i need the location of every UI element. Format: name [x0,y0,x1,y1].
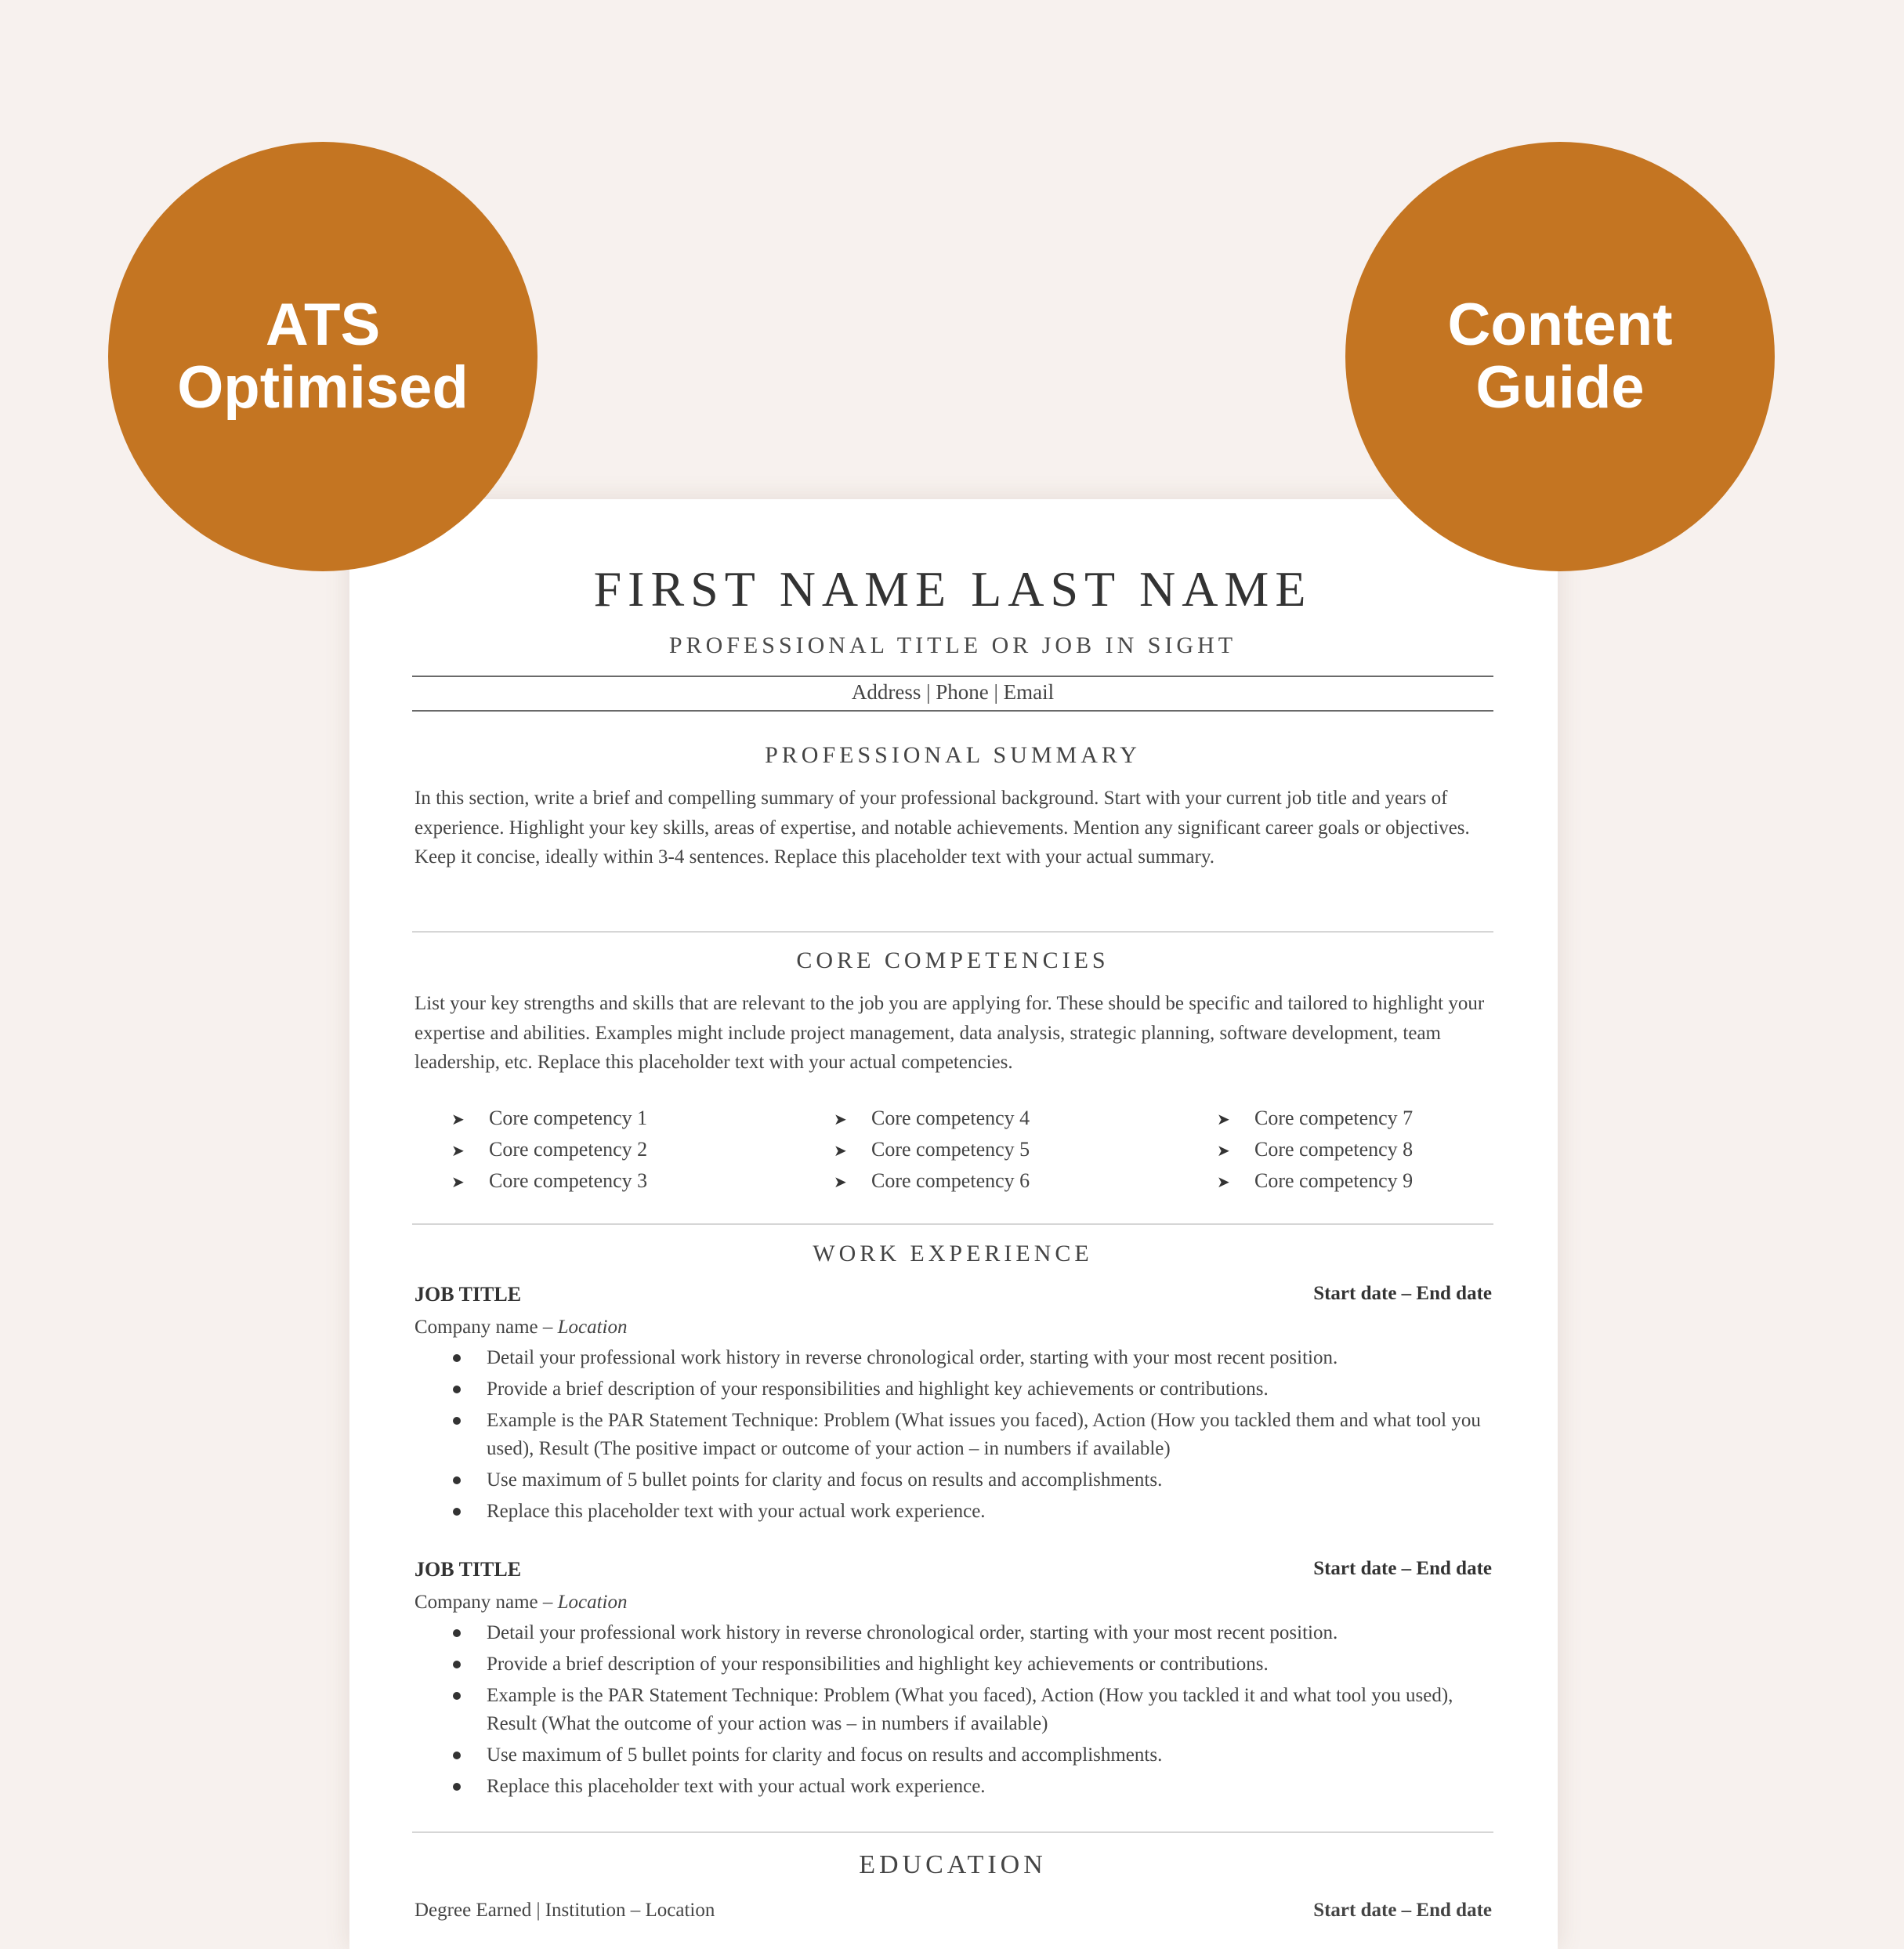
job-dates: Start date – End date [1313,1283,1492,1304]
company-name: Company name – [414,1592,558,1613]
job-entry [414,1283,1492,1529]
section-divider [412,1831,1493,1833]
bullet-dot-icon [453,1508,461,1516]
job-bullets [414,1619,1492,1801]
bullet-text: Detail your professional work history in reverse chronological order, starting with your most recent position. [487,1347,1338,1368]
job-entry [414,1558,1492,1804]
contact-line: Address | Phone | Email [851,680,1055,704]
job-bullet [414,1498,1492,1526]
resume-page [349,499,1558,1949]
job-bullet [414,1773,1492,1801]
job-header [414,1558,1492,1588]
job-title: JOB TITLE [414,1283,522,1306]
resume-name: FIRST NAME LAST NAME [593,561,1312,617]
badge-line: Guide [1475,354,1645,421]
bullet-text: Use maximum of 5 bullet points for clarity and focus on results and accomplishments. [487,1469,1163,1491]
header-rule-top [412,676,1493,677]
badge-line: Optimised [177,354,469,421]
bullet-text: Replace this placeholder text with your actual work experience. [487,1776,986,1797]
job-dates: Start date – End date [1313,1558,1492,1579]
job-bullet [414,1466,1492,1494]
arrow-bullet-icon: ➤ [1217,1174,1230,1191]
content-guide-badge [1345,142,1775,571]
bullet-dot-icon [453,1629,461,1637]
bullet-text: Example is the PAR Statement Technique: Problem (What you faced), Action (How you tackled it and what tool you used), Result (What the outcome of your action was – in numbers if available) [487,1685,1453,1734]
competency-label: Core competency 2 [489,1138,648,1161]
job-bullet [414,1741,1492,1770]
job-title: JOB TITLE [414,1558,522,1581]
competency-label: Core competency 9 [1254,1169,1414,1192]
bullet-dot-icon [453,1692,461,1700]
summary-text: In this section, write a brief and compelling summary of your professional background. Start with your current job title and years of experience. Highlight your key skills, areas of expertise, and notable achievements. Mention any significant career goals or objectives. Keep it concise, ideally within 3-4 sentences. Replace this placeholder text with your actual summary. [414,788,1470,868]
bullet-text: Provide a brief description of your responsibilities and highlight key achievements or contributions. [487,1654,1269,1675]
education-row [414,1900,1492,1931]
competency-item [834,1135,1030,1166]
job-bullets [414,1344,1492,1526]
competency-item [451,1166,647,1197]
job-bullet [414,1344,1492,1372]
company-location: Location [557,1592,628,1613]
resume-title: PROFESSIONAL TITLE OR JOB IN SIGHT [668,632,1237,658]
competency-label: Core competency 1 [489,1107,648,1129]
competency-label: Core competency 7 [1254,1107,1414,1129]
company-name: Company name – [414,1317,558,1338]
bullet-text: Example is the PAR Statement Technique: Problem (What issues you faced), Action (How you tackled them and what tool you used), Result (The positive impact or outcome of your action – in numbers if available) [487,1410,1481,1459]
bullet-dot-icon [453,1417,461,1425]
bullet-text: Provide a brief description of your responsibilities and highlight key achievements or contributions. [487,1378,1269,1400]
badge-line: Content [1447,292,1673,358]
competency-label: Core competency 6 [871,1169,1030,1192]
section-divider [412,931,1493,933]
arrow-bullet-icon: ➤ [451,1143,465,1160]
competency-item [1217,1166,1413,1197]
competencies-text: List your key strengths and skills that are relevant to the job you are applying for. These should be specific and tailored to highlight your expertise and abilities. Examples might include project management, data analysis, strategic planning, software development, team leadership, etc. Replace this placeholder text with your actual competencies. [414,993,1485,1073]
company-line [414,1588,1492,1618]
experience-heading: WORK EXPERIENCE [813,1241,1093,1266]
company-location: Location [557,1317,628,1338]
job-header [414,1283,1492,1313]
arrow-bullet-icon: ➤ [834,1174,847,1191]
bullet-dot-icon [453,1752,461,1759]
arrow-bullet-icon: ➤ [834,1143,847,1160]
bullet-text: Replace this placeholder text with your actual work experience. [487,1501,986,1522]
arrow-bullet-icon: ➤ [451,1111,465,1128]
bullet-dot-icon [453,1783,461,1791]
header-rule-bottom [412,710,1493,712]
bullet-text: Detail your professional work history in reverse chronological order, starting with your most recent position. [487,1622,1338,1643]
arrow-bullet-icon: ➤ [451,1174,465,1191]
arrow-bullet-icon: ➤ [1217,1111,1230,1128]
competency-item [834,1103,1030,1135]
job-bullet [414,1682,1492,1738]
job-bullet [414,1619,1492,1647]
competency-label: Core competency 8 [1254,1138,1414,1161]
arrow-bullet-icon: ➤ [834,1111,847,1128]
bullet-dot-icon [453,1386,461,1393]
job-bullet [414,1407,1492,1463]
badge-line: ATS [265,292,381,358]
company-line [414,1313,1492,1342]
ats-optimised-badge [108,142,538,571]
competency-item [1217,1103,1413,1135]
competency-column [834,1103,1030,1197]
section-divider [412,1223,1493,1225]
bullet-text: Use maximum of 5 bullet points for clarity and focus on results and accomplishments. [487,1744,1163,1766]
arrow-bullet-icon: ➤ [1217,1143,1230,1160]
bullet-dot-icon [453,1661,461,1668]
competency-column [451,1103,647,1197]
bullet-dot-icon [453,1354,461,1362]
summary-heading: PROFESSIONAL SUMMARY [765,742,1141,768]
job-bullet [414,1650,1492,1679]
competency-item [834,1166,1030,1197]
competency-item [1217,1135,1413,1166]
bullet-dot-icon [453,1476,461,1484]
competency-item [451,1135,647,1166]
job-bullet [414,1375,1492,1404]
education-dates: Start date – End date [1313,1900,1492,1921]
education-heading: EDUCATION [859,1850,1047,1879]
competency-label: Core competency 5 [871,1138,1030,1161]
competency-item [451,1103,647,1135]
competency-column [1217,1103,1413,1197]
competency-label: Core competency 4 [871,1107,1030,1129]
competencies-heading: CORE COMPETENCIES [796,947,1109,973]
competency-label: Core competency 3 [489,1169,648,1192]
education-degree: Degree Earned | Institution – Location [414,1900,715,1921]
